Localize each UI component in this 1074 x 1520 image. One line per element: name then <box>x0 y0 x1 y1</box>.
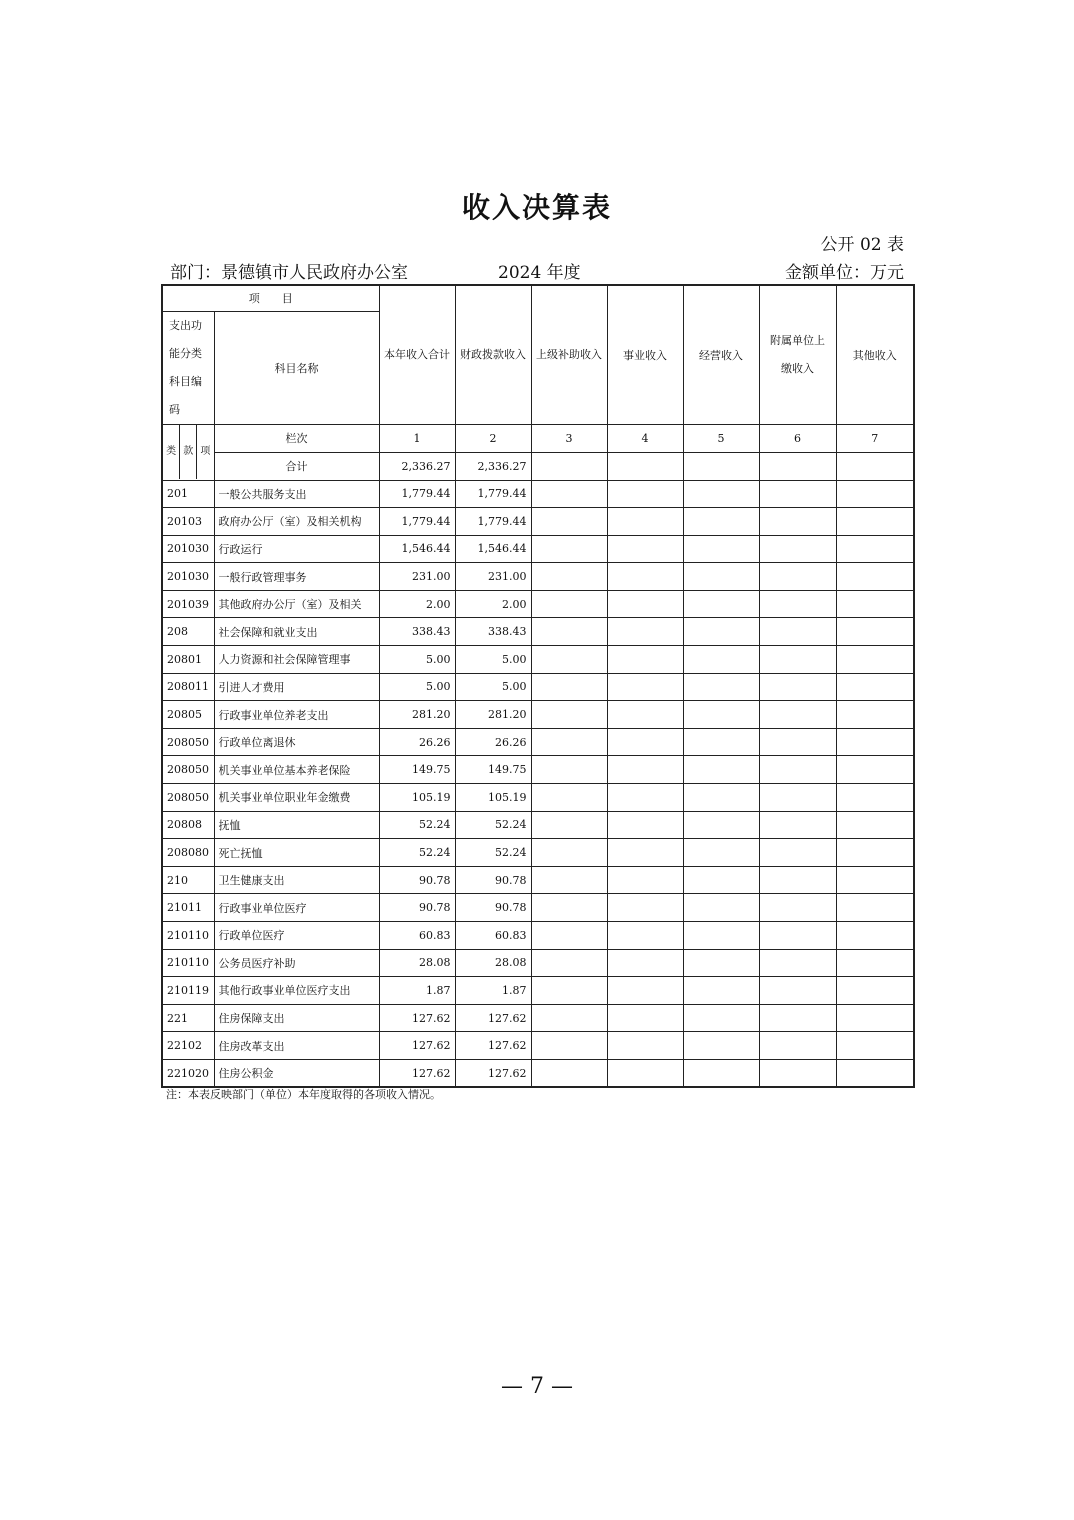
row-code: 20805 <box>162 701 214 729</box>
column-index-label: 栏次 <box>214 424 379 452</box>
row-c7 <box>836 1004 914 1032</box>
row-c3 <box>531 535 607 563</box>
row-code: 208050 <box>162 756 214 784</box>
row-c4 <box>607 673 683 701</box>
row-c5 <box>683 535 759 563</box>
row-c3 <box>531 839 607 867</box>
row-code: 21011 <box>162 894 214 922</box>
row-c1: 52.24 <box>379 811 455 839</box>
row-name: 抚恤 <box>214 811 379 839</box>
row-c1: 231.00 <box>379 563 455 591</box>
column-number-1: 1 <box>379 424 455 452</box>
row-c2: 1,779.44 <box>455 480 531 508</box>
row-c6 <box>759 839 836 867</box>
row-c4 <box>607 480 683 508</box>
amount-unit: 金额单位：万元 <box>785 263 904 283</box>
header-col-2: 财政拨款收入 <box>455 285 531 424</box>
row-c2: 26.26 <box>455 728 531 756</box>
row-c3 <box>531 811 607 839</box>
row-c1: 2.00 <box>379 590 455 618</box>
row-c4 <box>607 811 683 839</box>
row-c3 <box>531 756 607 784</box>
row-code: 210119 <box>162 977 214 1005</box>
department-label: 部门：景德镇市人民政府办公室 <box>170 263 408 283</box>
row-c7 <box>836 894 914 922</box>
row-c2: 1,779.44 <box>455 508 531 536</box>
column-number-4: 4 <box>607 424 683 452</box>
total-c5 <box>683 452 759 480</box>
row-name: 住房改革支出 <box>214 1032 379 1060</box>
table-row <box>162 590 914 618</box>
table-row <box>162 839 914 867</box>
row-c2: 149.75 <box>455 756 531 784</box>
row-c7 <box>836 866 914 894</box>
row-c7 <box>836 811 914 839</box>
row-c4 <box>607 618 683 646</box>
table-row <box>162 618 914 646</box>
row-c1: 127.62 <box>379 1004 455 1032</box>
row-c7 <box>836 508 914 536</box>
row-c1: 60.83 <box>379 922 455 950</box>
row-c4 <box>607 839 683 867</box>
row-c7 <box>836 618 914 646</box>
row-name: 引进人才费用 <box>214 673 379 701</box>
row-c4 <box>607 756 683 784</box>
row-c7 <box>836 590 914 618</box>
total-label: 合计 <box>214 452 379 480</box>
row-code: 201039 <box>162 590 214 618</box>
table-row <box>162 811 914 839</box>
row-code: 210110 <box>162 949 214 977</box>
row-c7 <box>836 949 914 977</box>
row-c2: 90.78 <box>455 866 531 894</box>
row-c5 <box>683 701 759 729</box>
row-c5 <box>683 1032 759 1060</box>
row-c6 <box>759 811 836 839</box>
column-number-3: 3 <box>531 424 607 452</box>
row-c2: 2.00 <box>455 590 531 618</box>
row-name: 人力资源和社会保障管理事 <box>214 646 379 674</box>
row-c5 <box>683 811 759 839</box>
row-c4 <box>607 535 683 563</box>
footnote: 注：本表反映部门（单位）本年度取得的各项收入情况。 <box>166 1088 441 1101</box>
row-c2: 127.62 <box>455 1004 531 1032</box>
row-c6 <box>759 535 836 563</box>
table-row <box>162 673 914 701</box>
row-name: 社会保障和就业支出 <box>214 618 379 646</box>
row-c4 <box>607 1059 683 1087</box>
row-c5 <box>683 756 759 784</box>
row-c1: 1,779.44 <box>379 508 455 536</box>
row-name: 公务员医疗补助 <box>214 949 379 977</box>
row-c3 <box>531 1032 607 1060</box>
row-c4 <box>607 949 683 977</box>
row-c3 <box>531 866 607 894</box>
row-code: 221 <box>162 1004 214 1032</box>
row-name: 一般公共服务支出 <box>214 480 379 508</box>
row-c5 <box>683 894 759 922</box>
row-c3 <box>531 728 607 756</box>
row-c6 <box>759 701 836 729</box>
row-c2: 28.08 <box>455 949 531 977</box>
row-code: 20801 <box>162 646 214 674</box>
total-c6 <box>759 452 836 480</box>
row-c6 <box>759 480 836 508</box>
row-c6 <box>759 1004 836 1032</box>
row-c6 <box>759 949 836 977</box>
row-c4 <box>607 866 683 894</box>
row-code: 201030 <box>162 563 214 591</box>
row-c2: 231.00 <box>455 563 531 591</box>
row-c1: 281.20 <box>379 701 455 729</box>
total-c1: 2,336.27 <box>379 452 455 480</box>
row-c3 <box>531 1004 607 1032</box>
header-col-5: 经营收入 <box>683 285 759 424</box>
row-c1: 338.43 <box>379 618 455 646</box>
header-name: 科目名称 <box>214 311 379 424</box>
total-c2: 2,336.27 <box>455 452 531 480</box>
table-row <box>162 949 914 977</box>
header-col-4: 事业收入 <box>607 285 683 424</box>
row-c1: 127.62 <box>379 1059 455 1087</box>
row-name: 机关事业单位职业年金缴费 <box>214 784 379 812</box>
row-name: 行政单位医疗 <box>214 922 379 950</box>
table-row <box>162 922 914 950</box>
row-c4 <box>607 728 683 756</box>
table-row <box>162 535 914 563</box>
row-c3 <box>531 1059 607 1087</box>
total-c4 <box>607 452 683 480</box>
row-c5 <box>683 839 759 867</box>
column-number-7: 7 <box>836 424 914 452</box>
row-code: 221020 <box>162 1059 214 1087</box>
row-c1: 26.26 <box>379 728 455 756</box>
row-c7 <box>836 977 914 1005</box>
row-code: 208050 <box>162 728 214 756</box>
row-name: 政府办公厅（室）及相关机构 <box>214 508 379 536</box>
row-c1: 28.08 <box>379 949 455 977</box>
row-c6 <box>759 894 836 922</box>
row-name: 住房公积金 <box>214 1059 379 1087</box>
row-c5 <box>683 508 759 536</box>
column-number-6: 6 <box>759 424 836 452</box>
column-number-5: 5 <box>683 424 759 452</box>
form-number: 公开 02 表 <box>820 235 904 255</box>
row-c5 <box>683 728 759 756</box>
row-c5 <box>683 590 759 618</box>
row-code: 20103 <box>162 508 214 536</box>
row-c4 <box>607 646 683 674</box>
row-c6 <box>759 590 836 618</box>
income-table <box>161 284 915 1088</box>
row-c3 <box>531 894 607 922</box>
row-c7 <box>836 922 914 950</box>
row-c1: 52.24 <box>379 839 455 867</box>
row-c6 <box>759 673 836 701</box>
header-code-group: 支出功能分类科目编码 <box>162 311 214 424</box>
row-c2: 1,546.44 <box>455 535 531 563</box>
row-c3 <box>531 673 607 701</box>
header-col-1: 本年收入合计 <box>379 285 455 424</box>
row-name: 一般行政管理事务 <box>214 563 379 591</box>
row-c4 <box>607 784 683 812</box>
row-c3 <box>531 480 607 508</box>
row-c3 <box>531 701 607 729</box>
row-c7 <box>836 535 914 563</box>
page-number: — 7 — <box>501 1374 573 1399</box>
row-name: 行政运行 <box>214 535 379 563</box>
row-name: 机关事业单位基本养老保险 <box>214 756 379 784</box>
row-c1: 149.75 <box>379 756 455 784</box>
row-c7 <box>836 784 914 812</box>
row-code: 208050 <box>162 784 214 812</box>
row-c7 <box>836 1032 914 1060</box>
row-c4 <box>607 590 683 618</box>
row-code: 201 <box>162 480 214 508</box>
row-code: 210110 <box>162 922 214 950</box>
table-row <box>162 1004 914 1032</box>
total-c3 <box>531 452 607 480</box>
row-c2: 90.78 <box>455 894 531 922</box>
row-c4 <box>607 563 683 591</box>
row-name: 卫生健康支出 <box>214 866 379 894</box>
row-c3 <box>531 618 607 646</box>
row-c6 <box>759 866 836 894</box>
total-c7 <box>836 452 914 480</box>
row-c5 <box>683 1059 759 1087</box>
row-c6 <box>759 784 836 812</box>
row-c4 <box>607 977 683 1005</box>
row-c6 <box>759 1032 836 1060</box>
header-col-3: 上级补助收入 <box>531 285 607 424</box>
row-c5 <box>683 922 759 950</box>
row-name: 行政事业单位养老支出 <box>214 701 379 729</box>
row-name: 行政事业单位医疗 <box>214 894 379 922</box>
row-c6 <box>759 646 836 674</box>
row-c1: 1,779.44 <box>379 480 455 508</box>
row-c4 <box>607 508 683 536</box>
row-c5 <box>683 949 759 977</box>
row-name: 住房保障支出 <box>214 1004 379 1032</box>
row-c2: 5.00 <box>455 646 531 674</box>
row-c2: 52.24 <box>455 811 531 839</box>
table-row <box>162 508 914 536</box>
row-name: 其他行政事业单位医疗支出 <box>214 977 379 1005</box>
row-code: 20808 <box>162 811 214 839</box>
row-c6 <box>759 1059 836 1087</box>
row-c2: 127.62 <box>455 1032 531 1060</box>
row-c1: 127.62 <box>379 1032 455 1060</box>
row-c3 <box>531 949 607 977</box>
table-row <box>162 563 914 591</box>
row-code: 208080 <box>162 839 214 867</box>
header-sub-xiang: 项 <box>200 446 211 457</box>
row-c2: 5.00 <box>455 673 531 701</box>
row-name: 其他政府办公厅（室）及相关 <box>214 590 379 618</box>
row-c5 <box>683 1004 759 1032</box>
row-c4 <box>607 894 683 922</box>
table-row <box>162 756 914 784</box>
column-number-2: 2 <box>455 424 531 452</box>
row-c7 <box>836 646 914 674</box>
row-name: 死亡抚恤 <box>214 839 379 867</box>
row-c1: 1.87 <box>379 977 455 1005</box>
row-c5 <box>683 866 759 894</box>
row-c3 <box>531 646 607 674</box>
header-col-7: 其他收入 <box>836 285 914 424</box>
row-c3 <box>531 784 607 812</box>
row-c1: 1,546.44 <box>379 535 455 563</box>
row-c6 <box>759 508 836 536</box>
row-c1: 105.19 <box>379 784 455 812</box>
row-c4 <box>607 1004 683 1032</box>
row-c7 <box>836 728 914 756</box>
row-c1: 5.00 <box>379 673 455 701</box>
row-c7 <box>836 563 914 591</box>
row-c7 <box>836 756 914 784</box>
row-c5 <box>683 563 759 591</box>
row-c3 <box>531 508 607 536</box>
row-c5 <box>683 977 759 1005</box>
row-code: 210 <box>162 866 214 894</box>
row-c6 <box>759 618 836 646</box>
row-c5 <box>683 673 759 701</box>
header-col-6: 附属单位上缴收入 <box>759 285 836 424</box>
row-c7 <box>836 1059 914 1087</box>
row-name: 行政单位离退休 <box>214 728 379 756</box>
row-c1: 90.78 <box>379 894 455 922</box>
row-c6 <box>759 563 836 591</box>
header-sub-kuan: 款 <box>180 425 197 479</box>
table-row <box>162 866 914 894</box>
table-row <box>162 1032 914 1060</box>
row-c2: 105.19 <box>455 784 531 812</box>
row-c6 <box>759 728 836 756</box>
table-row <box>162 784 914 812</box>
row-c2: 52.24 <box>455 839 531 867</box>
row-c2: 338.43 <box>455 618 531 646</box>
table-row <box>162 894 914 922</box>
row-code: 22102 <box>162 1032 214 1060</box>
row-c5 <box>683 618 759 646</box>
row-c6 <box>759 756 836 784</box>
table-row <box>162 1059 914 1087</box>
table-row <box>162 701 914 729</box>
row-c6 <box>759 922 836 950</box>
table-row <box>162 480 914 508</box>
row-c6 <box>759 977 836 1005</box>
row-c3 <box>531 977 607 1005</box>
row-c2: 127.62 <box>455 1059 531 1087</box>
row-c2: 281.20 <box>455 701 531 729</box>
page-title: 收入决算表 <box>461 191 612 224</box>
row-c7 <box>836 839 914 867</box>
row-code: 201030 <box>162 535 214 563</box>
row-c7 <box>836 701 914 729</box>
row-c3 <box>531 563 607 591</box>
row-c1: 5.00 <box>379 646 455 674</box>
table-row <box>162 728 914 756</box>
row-c7 <box>836 673 914 701</box>
table-row <box>162 646 914 674</box>
fiscal-year: 2024 年度 <box>498 263 581 283</box>
row-code: 208 <box>162 618 214 646</box>
row-code: 208011 <box>162 673 214 701</box>
row-c7 <box>836 480 914 508</box>
row-c5 <box>683 480 759 508</box>
row-c2: 60.83 <box>455 922 531 950</box>
header-item: 项 目 <box>162 285 379 311</box>
row-c4 <box>607 1032 683 1060</box>
row-c2: 1.87 <box>455 977 531 1005</box>
table-row <box>162 977 914 1005</box>
row-c3 <box>531 922 607 950</box>
row-c4 <box>607 701 683 729</box>
header-sub-lei: 类 <box>163 425 180 479</box>
row-c5 <box>683 784 759 812</box>
row-c4 <box>607 922 683 950</box>
row-c1: 90.78 <box>379 866 455 894</box>
header-sub-codes <box>162 424 214 480</box>
row-c5 <box>683 646 759 674</box>
row-c3 <box>531 590 607 618</box>
